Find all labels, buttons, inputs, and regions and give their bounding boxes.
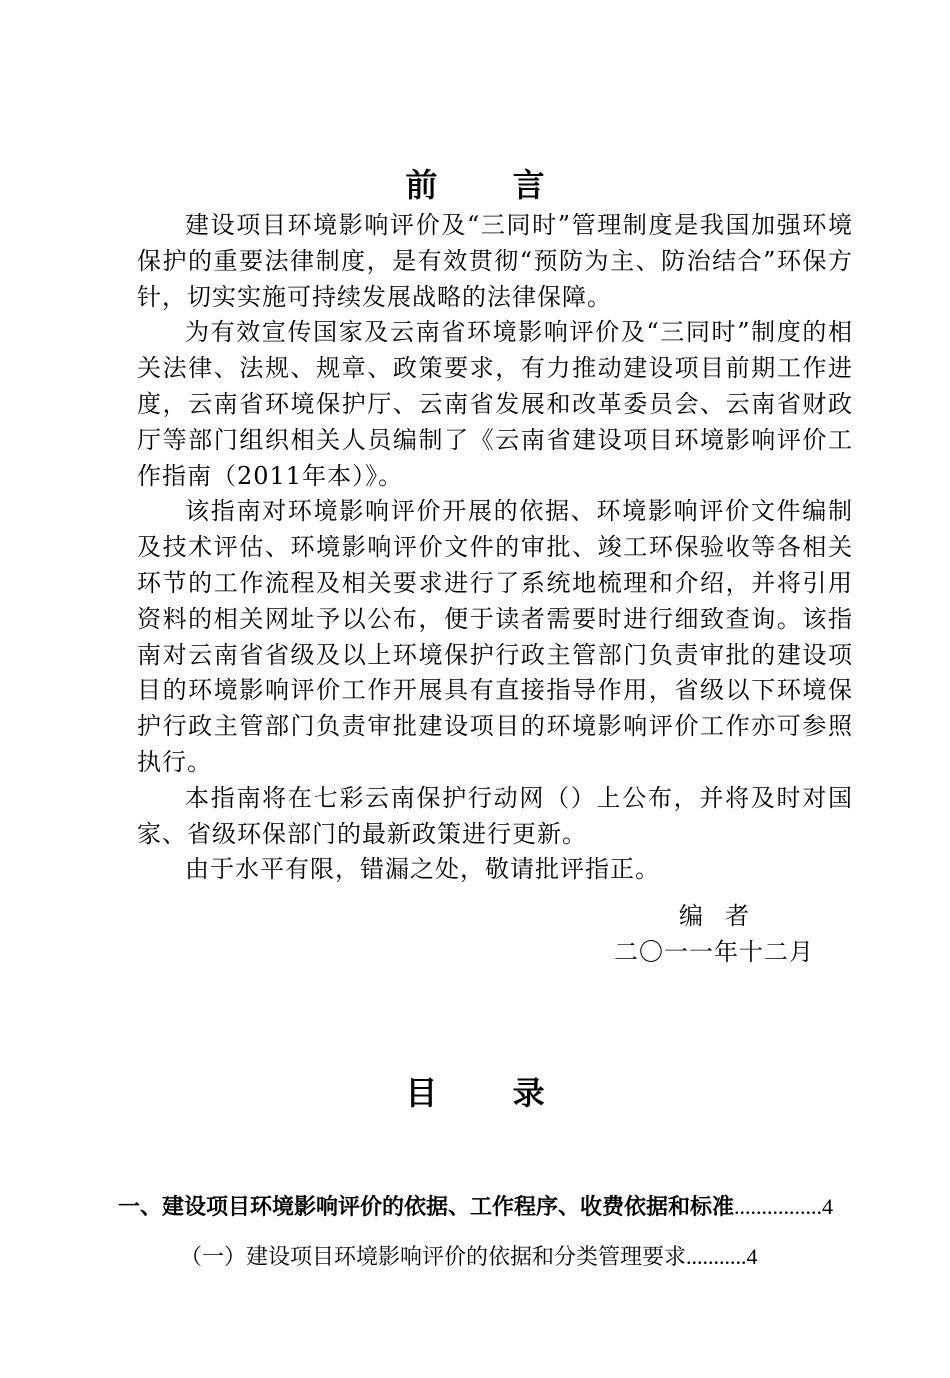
toc-entry-2[interactable] bbox=[180, 1240, 758, 1271]
preface-title: 前 言 bbox=[405, 166, 577, 204]
preface-paragraph-2: 为有效宣传国家及云南省环境影响评价及“三同时”制度的相关法律、法规、规章、政策要求，有力推动建设项目前期工作进度，云南省环境保护厅、云南省发展和改革委员会、云南省财政厅等部门组织相关人员编制了《云南省建设项目环境影响评价工作指南（2011年本）》。 bbox=[137, 318, 853, 490]
preface-paragraph-3: 该指南对环境影响评价开展的依据、环境影响评价文件编制及技术评估、环境影响评价文件的审批、竣工环保验收等各相关环节的工作流程及相关要求进行了系统地梳理和介绍，并将引用资料的相关网址予以公布，便于读者需要时进行细致查询。该指南对云南省省级及以上环境保护行政主管部门负责审批的建设项目的环境影响评价工作开展具有直接指导作用，省级以下环境保护行政主管部门负责审批建设项目的环境影响评价工作亦可参照执行。 bbox=[137, 497, 853, 776]
toc-entry-1-page: 4 bbox=[822, 1194, 834, 1219]
toc-entry-1-leader: ................ bbox=[734, 1194, 823, 1219]
preface-paragraph-4: 本指南将在七彩云南保护行动网（）上公布，并将及时对国家、省级环保部门的最新政策进行更新。 bbox=[137, 783, 853, 848]
toc-entry-1[interactable] bbox=[118, 1190, 833, 1221]
toc-entry-2-text: （一）建设项目环境影响评价的依据和分类管理要求 bbox=[180, 1245, 687, 1270]
preface-body bbox=[137, 208, 853, 888]
preface-date: 二〇一一年十二月 bbox=[614, 938, 814, 966]
preface-paragraph-1: 建设项目环境影响评价及“三同时”管理制度是我国加强环境保护的重要法律制度，是有效贯彻“预防为主、防治结合”环保方针，切实实施可持续发展战略的法律保障。 bbox=[137, 211, 853, 311]
toc-title: 目 录 bbox=[405, 1074, 577, 1112]
toc-entry-1-text: 一、建设项目环境影响评价的依据、工作程序、收费依据和标准 bbox=[118, 1195, 735, 1220]
preface-signature: 编者 bbox=[679, 902, 771, 930]
toc-entry-2-leader: ........... bbox=[686, 1244, 747, 1269]
toc-entry-2-page: 4 bbox=[746, 1244, 758, 1269]
preface-paragraph-5: 由于水平有限，错漏之处，敬请批评指正。 bbox=[185, 855, 660, 884]
